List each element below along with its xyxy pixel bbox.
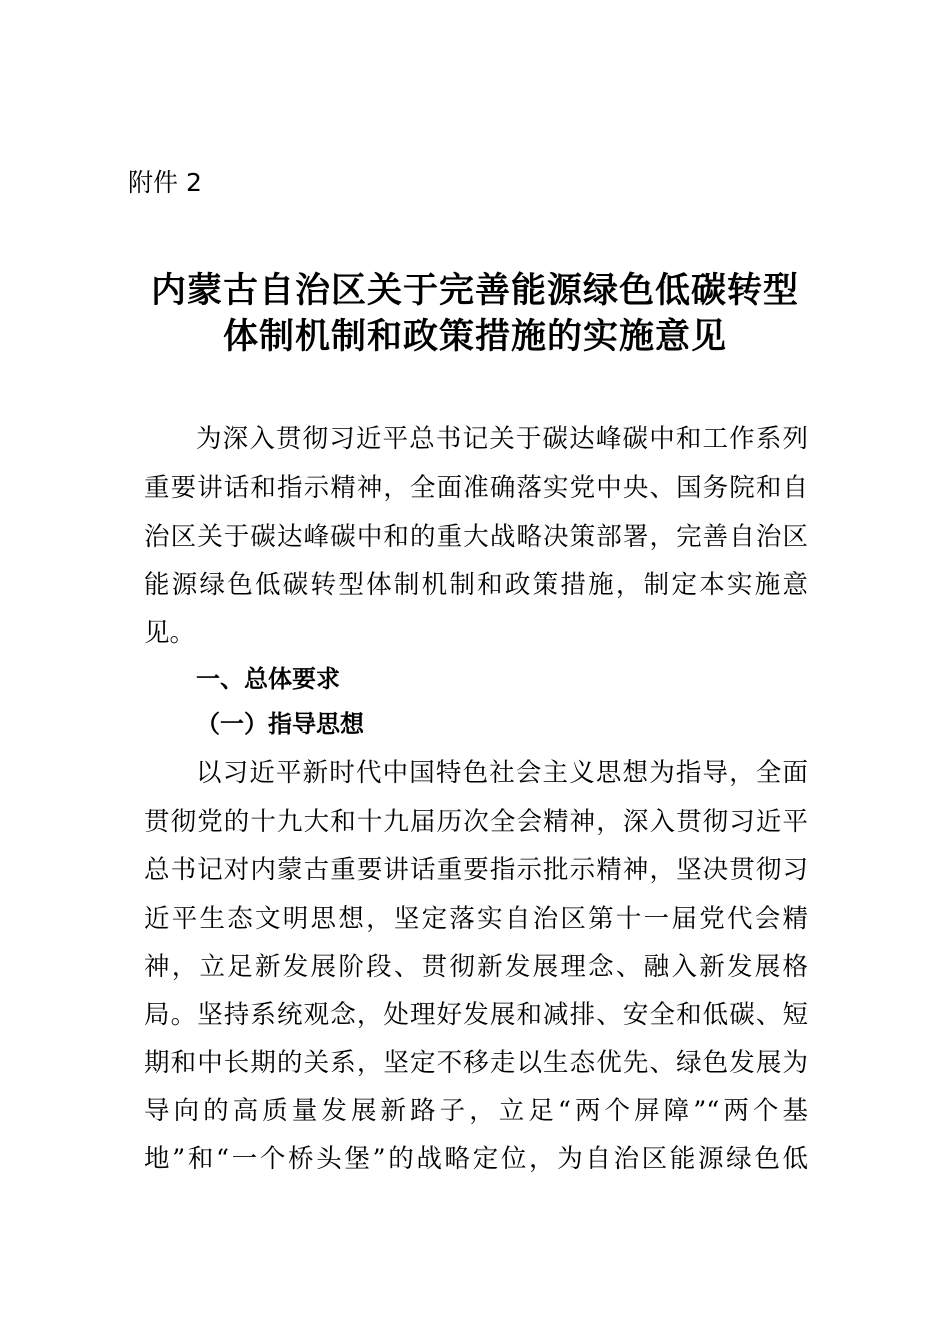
document-title-line-2: 体制机制和政策措施的实施意见	[222, 316, 727, 357]
paragraph-line: 治区关于碳达峰碳中和的重大战略决策部署，完善自治区	[144, 522, 808, 552]
section-heading: 一、总体要求	[196, 665, 340, 693]
document-title-line-1: 内蒙古自治区关于完善能源绿色低碳转型	[150, 270, 799, 311]
paragraph-line: 神，立足新发展阶段、贯彻新发展理念、融入新发展格	[144, 952, 808, 982]
paragraph-line: 为深入贯彻习近平总书记关于碳达峰碳中和工作系列	[196, 424, 808, 454]
paragraph-line: 重要讲话和指示精神，全面准确落实党中央、国务院和自	[144, 473, 808, 503]
subsection-heading: （一）指导思想	[196, 710, 364, 738]
paragraph-line: 总书记对内蒙古重要讲话重要指示批示精神，坚决贯彻习	[144, 855, 808, 885]
attachment-label: 附件 2	[128, 168, 202, 197]
paragraph-line: 期和中长期的关系，坚定不移走以生态优先、绿色发展为	[144, 1048, 808, 1078]
paragraph-line: 地”和“一个桥头堡”的战略定位，为自治区能源绿色低	[144, 1144, 808, 1174]
paragraph-line: 能源绿色低碳转型体制机制和政策措施，制定本实施意	[144, 570, 808, 600]
paragraph-line: 以习近平新时代中国特色社会主义思想为指导，全面	[196, 758, 808, 788]
paragraph-line: 贯彻党的十九大和十九届历次全会精神，深入贯彻习近平	[144, 807, 808, 837]
paragraph-line: 导向的高质量发展新路子，立足“两个屏障”“两个基	[144, 1096, 808, 1126]
paragraph-line: 见。	[144, 618, 196, 648]
paragraph-line: 近平生态文明思想，坚定落实自治区第十一届党代会精	[144, 904, 808, 934]
paragraph-line: 局。坚持系统观念，处理好发展和减排、安全和低碳、短	[144, 1000, 808, 1030]
